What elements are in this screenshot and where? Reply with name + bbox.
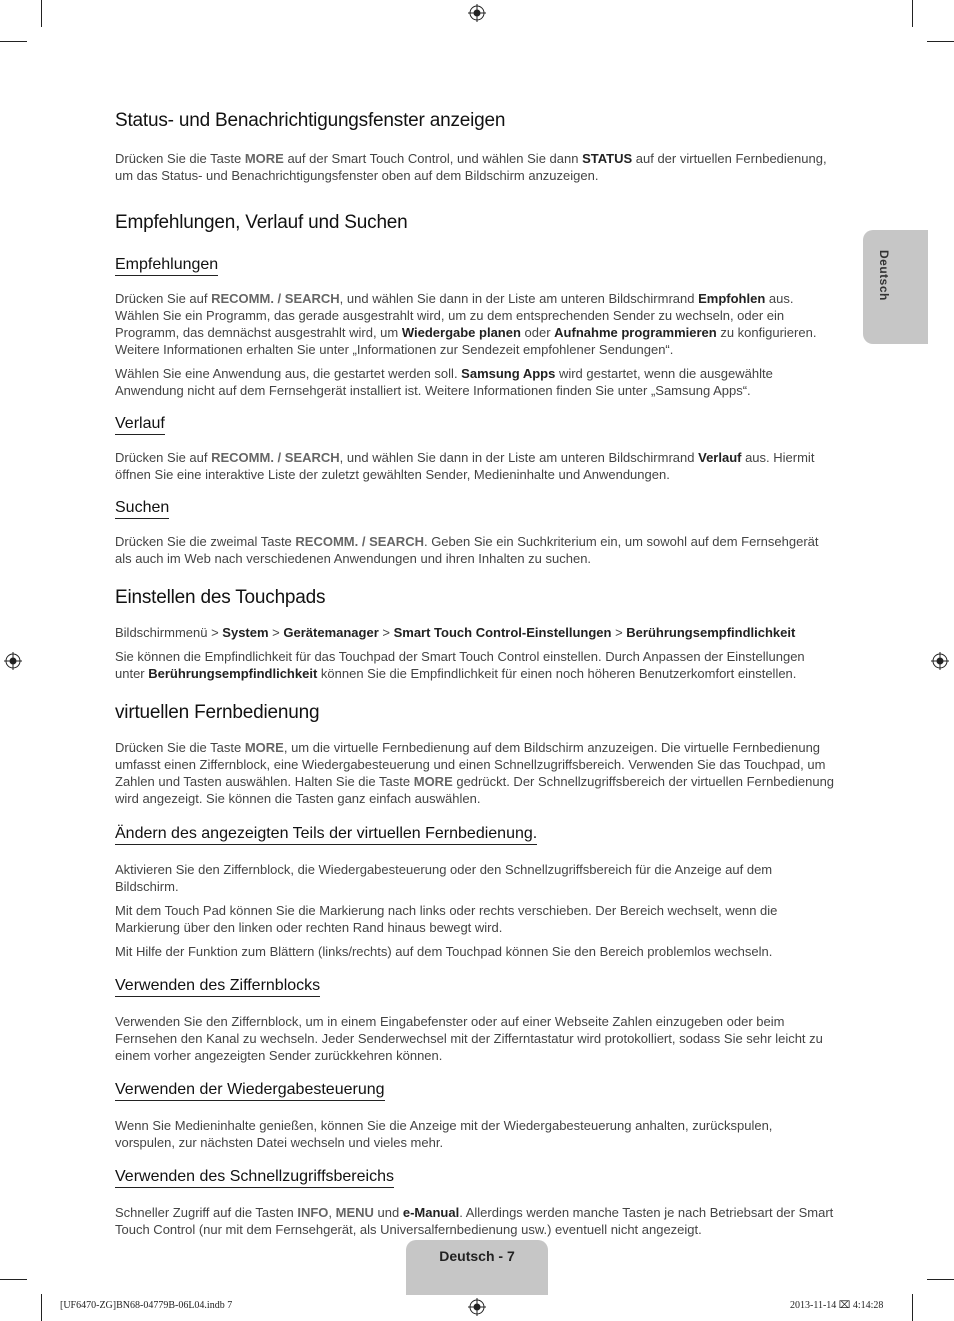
crop-mark xyxy=(912,0,913,27)
crop-mark xyxy=(41,1294,42,1321)
page-number: Deutsch - 7 xyxy=(439,1248,515,1264)
page-content xyxy=(115,110,835,1245)
subsection-title: Suchen xyxy=(115,499,169,519)
registration-mark-icon xyxy=(931,652,949,670)
crop-mark xyxy=(927,1279,954,1280)
paragraph: Drücken Sie auf RECOMM. / SEARCH, und wählen Sie dann in der Liste am unteren Bildschirmrand Verlauf aus. Hiermit öffnen Sie eine interaktive Liste der zuletzt gewählten Sender, Medieninhalte und Anwendungen. xyxy=(115,450,815,482)
paragraph: Drücken Sie die Taste MORE, um die virtuelle Fernbedienung auf dem Bildschirm anzuzeigen. Die virtuelle Fernbedienung umfasst einen Ziffernblock, eine Wiedergabesteuerung und einen Schnellzugriffsbereich. Verwenden Sie das Touchpad, um Zahlen und Tasten auswählen. Halten Sie die Taste MORE gedrückt. Der Schnellzugriffsbereich der virtuellen Fernbedienung wird angezeigt. Sie können die Tasten ganz einfach auswählen. xyxy=(115,740,835,806)
registration-mark-icon xyxy=(468,4,486,22)
subsection-title: Verwenden des Schnellzugriffsbereichs xyxy=(115,1168,394,1188)
paragraph: Drücken Sie auf RECOMM. / SEARCH, und wählen Sie dann in der Liste am unteren Bildschirmrand Empfohlen aus. Wählen Sie ein Programm, das gerade ausgestrahlt wird, um zu dem entsprechenden Sender zu wechseln, oder ein Programm, das demnächst ausgestrahlt wird, um Wiedergabe planen oder Aufnahme programmieren zu konfigurieren. Weitere Informationen erhalten Sie unter „Informationen zur Sendezeit empfohlener Sendungen“. xyxy=(115,291,817,357)
menu-path: Bildschirmmenü > System > Gerätemanager > Smart Touch Control-Einstellungen > Berührungsempfindlichkeit xyxy=(115,625,796,640)
subsection-title: Verwenden des Ziffernblocks xyxy=(115,977,320,997)
crop-mark xyxy=(0,1279,27,1280)
section-title: Einstellen des Touchpads xyxy=(115,587,326,608)
paragraph: Drücken Sie die Taste MORE auf der Smart Touch Control, und wählen Sie dann STATUS auf der virtuellen Fernbedienung, um das Status- und Benachrichtigungsfenster oben auf dem Bildschirm anzuzeigen. xyxy=(115,151,827,183)
crop-mark xyxy=(927,41,954,42)
paragraph: Sie können die Empfindlichkeit für das Touchpad der Smart Touch Control einstellen. Durch Anpassen der Einstellungen unter Berührungsempfindlichkeit können Sie die Empfindlichkeit für einen noch höheren Benutzerkomfort einstellen. xyxy=(115,649,805,681)
paragraph: Drücken Sie die zweimal Taste RECOMM. / SEARCH. Geben Sie ein Suchkriterium ein, um sowohl auf dem Fernsehgerät als auch im Web nach verschiedenen Anwendungen und ihren Inhalten zu suchen. xyxy=(115,534,819,566)
subsection-title: Ändern des angezeigten Teils der virtuellen Fernbedienung. xyxy=(115,825,537,845)
footer-timestamp: 2013-11-14 ⌧ 4:14:28 xyxy=(790,1300,884,1311)
language-side-tab xyxy=(863,230,928,344)
language-label: Deutsch xyxy=(877,250,891,301)
footer-file-info: [UF6470-ZG]BN68-04779B-06L04.indb 7 xyxy=(60,1300,233,1311)
subsection-title: Empfehlungen xyxy=(115,256,218,276)
paragraph: Aktivieren Sie den Ziffernblock, die Wiedergabesteuerung oder den Schnellzugriffsbereich für die Anzeige auf dem Bildschirm. xyxy=(115,862,773,894)
paragraph: Schneller Zugriff auf die Tasten INFO, MENU und e-Manual. Allerdings werden manche Tasten je nach Betriebsart der Smart Touch Control (nur mit dem Fernsehgerät, als Universalfernbedienung usw.) eventuell nicht angezeigt. xyxy=(115,1205,834,1237)
paragraph: Wenn Sie Medieninhalte genießen, können Sie die Anzeige mit der Wiedergabesteuerung anhalten, zurückspulen, vorspulen, zur nächsten Datei wechseln und vieles mehr. xyxy=(115,1118,773,1150)
registration-mark-icon xyxy=(4,652,22,670)
section-title: virtuellen Fernbedienung xyxy=(115,702,320,723)
subsection-title: Verwenden der Wiedergabesteuerung xyxy=(115,1081,385,1101)
crop-mark xyxy=(0,41,27,42)
paragraph: Mit Hilfe der Funktion zum Blättern (links/rechts) auf dem Touchpad können Sie den Bereich problemlos wechseln. xyxy=(115,944,773,959)
crop-mark xyxy=(912,1294,913,1321)
page-number-badge xyxy=(406,1240,548,1295)
paragraph: Mit dem Touch Pad können Sie die Markierung nach links oder rechts verschieben. Der Bereich wechselt, wenn die Markierung über den linken oder rechten Rand hinaus bewegt wird. xyxy=(115,903,778,935)
subsection-title: Verlauf xyxy=(115,415,165,435)
registration-mark-icon xyxy=(468,1298,486,1316)
paragraph: Wählen Sie eine Anwendung aus, die gestartet werden soll. Samsung Apps wird gestartet, wenn die ausgewählte Anwendung nicht auf dem Fernsehgerät installiert ist. Weitere Informationen finden Sie unter „Samsung Apps“. xyxy=(115,366,773,398)
paragraph: Verwenden Sie den Ziffernblock, um in einem Eingabefenster oder auf einer Webseite Zahlen einzugeben oder beim Fernsehen den Kanal zu wechseln. Jeder Senderwechsel mit der Zifferntastatur wird protokolliert, sodass Sie sehr leicht zu einem vorher angezeigten Sender zurückkehren können. xyxy=(115,1014,823,1063)
section-title: Status- und Benachrichtigungsfenster anzeigen xyxy=(115,110,506,131)
section-title: Empfehlungen, Verlauf und Suchen xyxy=(115,212,408,233)
crop-mark xyxy=(41,0,42,27)
